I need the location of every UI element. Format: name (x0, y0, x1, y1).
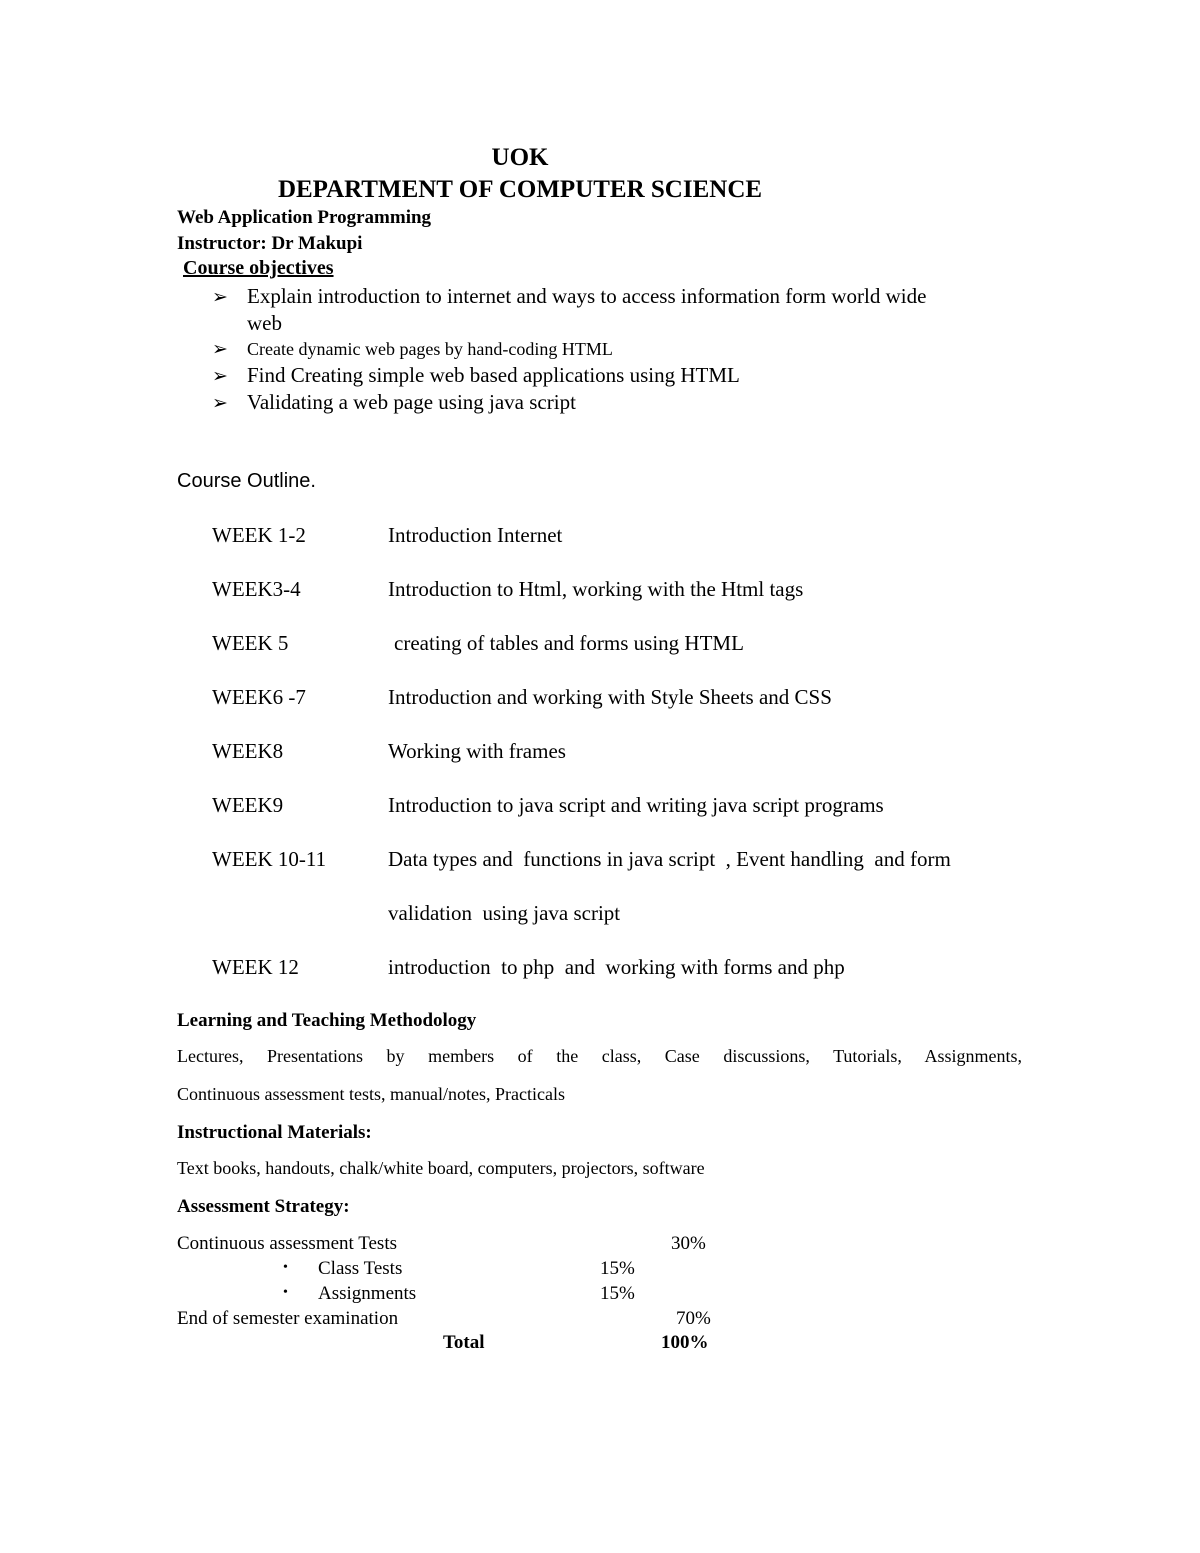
materials-text: Text books, handouts, chalk/white board, computers, projectors, software (177, 1158, 705, 1178)
objective-item-continuation: web (247, 311, 282, 335)
course-name: Web Application Programming (177, 207, 432, 228)
instructor-name: Instructor: Dr Makupi (177, 233, 363, 254)
outline-week: WEEK6 -7 (212, 685, 306, 709)
outline-topic: Data types and functions in java script , Event handling and form (388, 847, 951, 871)
outline-week: WEEK 10-11 (212, 847, 327, 871)
department-title: DEPARTMENT OF COMPUTER SCIENCE (277, 176, 763, 203)
outline-topic: Introduction and working with Style Sheets and CSS (388, 685, 832, 709)
objective-item: ➢ Explain introduction to internet and ways to access information form world wide (212, 284, 927, 308)
arrow-bullet-icon: ➢ (212, 365, 228, 387)
outline-week: WEEK 5 (212, 631, 289, 655)
outline-week: WEEK 1-2 (212, 523, 306, 547)
outline-topic: Introduction to java script and writing java script programs (388, 793, 884, 817)
outline-topic-continuation: validation using java script (388, 901, 621, 925)
outline-topic: creating of tables and forms using HTML (394, 631, 744, 655)
objective-item: ➢ Create dynamic web pages by hand-coding HTML (212, 338, 613, 360)
assessment-exam-value: 70% (676, 1308, 711, 1329)
assessment-class-tests-label: Class Tests (318, 1258, 403, 1279)
outline-week: WEEK 12 (212, 955, 299, 979)
objective-item: ➢ Validating a web page using java script (212, 390, 576, 414)
assessment-cat-value: 30% (671, 1233, 706, 1254)
outline-topic: Introduction to Html, working with the Html tags (388, 577, 804, 601)
outline-week: WEEK3-4 (212, 577, 301, 601)
university-title: UOK (491, 144, 549, 171)
bullet-icon: • (283, 1260, 288, 1275)
assessment-class-tests-value: 15% (600, 1258, 635, 1279)
objective-item: ➢ Find Creating simple web based applications using HTML (212, 363, 740, 387)
bullet-icon: • (283, 1285, 288, 1300)
materials-heading: Instructional Materials: (177, 1122, 372, 1143)
outline-topic: introduction to php and working with forms and php (388, 955, 845, 979)
outline-heading: Course Outline. (177, 470, 316, 492)
outline-week: WEEK9 (212, 793, 284, 817)
outline-week: WEEK8 (212, 739, 284, 763)
outline-topic: Working with frames (388, 739, 566, 763)
assessment-exam-label: End of semester examination (177, 1308, 399, 1329)
arrow-bullet-icon: ➢ (212, 392, 228, 414)
objectives-heading: Course objectives (183, 257, 334, 279)
assessment-heading: Assessment Strategy: (177, 1196, 350, 1217)
outline-topic: Introduction Internet (388, 523, 563, 547)
arrow-bullet-icon: ➢ (212, 338, 228, 360)
assessment-total-label: Total (443, 1332, 485, 1353)
assessment-assignments-value: 15% (600, 1283, 635, 1304)
methodology-text-continuation: Continuous assessment tests, manual/notes, Practicals (177, 1084, 565, 1104)
arrow-bullet-icon: ➢ (212, 286, 228, 308)
assessment-assignments-label: Assignments (318, 1283, 417, 1304)
assessment-total-value: 100% (661, 1332, 709, 1353)
methodology-heading: Learning and Teaching Methodology (177, 1010, 477, 1031)
assessment-cat-label: Continuous assessment Tests (177, 1233, 397, 1254)
methodology-text: Lectures, Presentations by members of the class, Case discussions, Tutorials, Assignments, (177, 1046, 1022, 1066)
